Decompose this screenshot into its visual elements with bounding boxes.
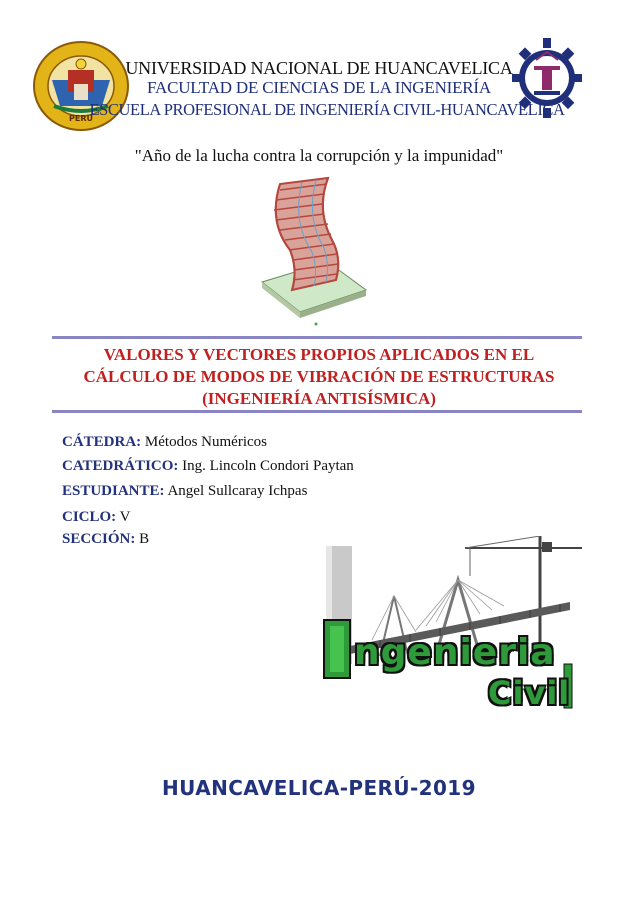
catedra-value: Métodos Numéricos [141,434,267,450]
faculty-name: FACULTAD DE CIENCIAS DE LA INGENIERÍA [147,78,491,97]
title-line-1: VALORES Y VECTORES PROPIOS APLICADOS EN EL [103,345,535,364]
year-motto: "Año de la lucha contra la corrupción y la impunidad" [134,146,504,165]
info-seccion [62,531,149,548]
university-name: UNIVERSIDAD NACIONAL DE HUANCAVELICA [125,58,513,78]
ingenieria-word: ngenieria [354,632,556,673]
document-title [40,344,598,410]
info-ciclo [62,509,130,526]
info-estudiante [62,483,307,500]
building-model-illustration [258,170,370,328]
title-bottom-rule [52,410,582,413]
place-and-year: HUANCAVELICA-PERÚ-2019 [162,776,476,800]
catedratico-label: CATEDRÁTICO: [62,458,179,474]
seccion-value: B [135,531,150,547]
title-line-2: CÁLCULO DE MODOS DE VIBRACIÓN DE ESTRUCTURAS [83,367,555,386]
estudiante-value: Angel Sullcaray Ichpas [164,483,308,499]
seal-bottom-text: PERU [69,114,93,123]
ciclo-value: V [116,509,131,525]
school-name: ESCUELA PROFESIONAL DE INGENIERÍA CIVIL-HUANCAVELICA [89,100,565,119]
civil-word: Civil [488,674,571,712]
civil-engineering-illustration [320,536,582,734]
ciclo-label: CICLO: [62,509,117,525]
title-top-rule [52,336,582,339]
title-line-3: (INGENIERÍA ANTISÍSMICA) [202,389,436,408]
seccion-label: SECCIÓN: [62,531,136,547]
info-catedratico [62,458,354,475]
estudiante-label: ESTUDIANTE: [62,483,165,499]
catedra-label: CÁTEDRA: [62,434,142,450]
catedratico-value: Ing. Lincoln Condori Paytan [178,458,354,474]
info-catedra [62,434,267,451]
